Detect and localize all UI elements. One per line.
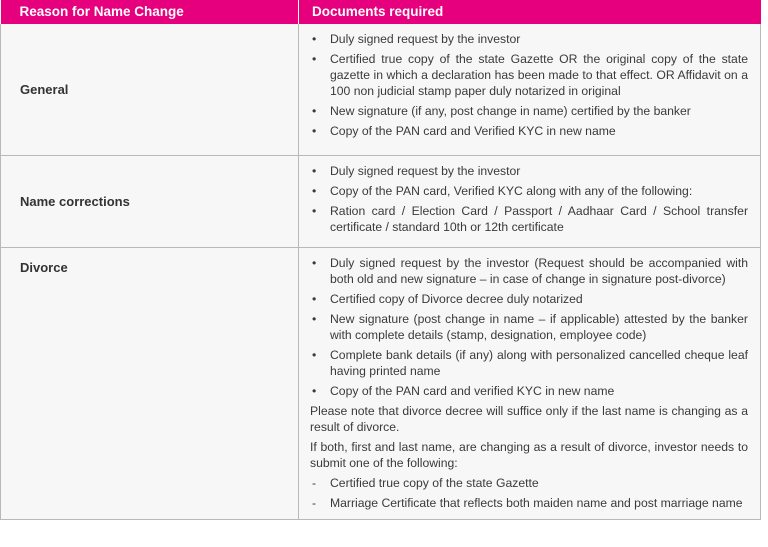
list-item: • Complete bank details (if any) along with personalized cancelled cheque leaf having printed name [312,348,748,378]
list-item: • Duly signed request by the investor (Request should be accompanied with both old and new signature – in case of change in signature post-divorce) [312,256,748,286]
reason-cell: Divorce [1,248,299,520]
list-item: • Duly signed request by the investor [312,164,521,178]
header-documents: Documents required [299,0,761,24]
bullet-icon: • [312,204,317,218]
bullet-icon: • [312,256,317,270]
bullet-icon: • [312,348,317,362]
bullet-icon: • [312,32,317,46]
documents-cell [299,248,761,520]
bullet-icon: • [312,104,317,118]
bullet-icon: • [312,184,317,198]
table-row-name-corrections [1,156,761,248]
documents-cell [299,24,761,156]
list-item: - Certified true copy of the state Gazette [312,476,539,490]
documents-list [310,163,748,235]
bullet-icon: • [312,164,317,178]
divorce-note-both-names: If both, first and last name, are changing as a result of divorce, investor needs to submit one of the following: [310,440,748,470]
table-row-divorce [1,248,761,520]
bullet-icon: • [312,312,317,326]
list-item: • New signature (if any, post change in name) certified by the banker [312,104,691,118]
bullet-icon: • [312,52,317,66]
list-item: • Certified copy of Divorce decree duly notarized [312,292,583,306]
table-header-row [1,0,761,24]
list-item: - Marriage Certificate that reflects both maiden name and post marriage name [312,496,743,510]
header-reason: Reason for Name Change [1,0,299,24]
table-row-general [1,24,761,156]
divorce-note: Please note that divorce decree will suffice only if the last name is changing as a result of divorce. [310,404,748,434]
list-item: • New signature (post change in name – if applicable) attested by the banker with complete details (stamp, designation, employee code) [312,312,748,342]
bullet-icon: • [312,124,317,138]
list-item: • Copy of the PAN card and Verified KYC in new name [312,124,616,138]
documents-list [310,31,748,139]
list-item: • Duly signed request by the investor [312,32,521,46]
reason-cell: Name corrections [1,156,299,248]
dash-icon: - [312,496,317,510]
reason-cell: General [1,24,299,156]
alternative-documents-list [310,475,748,511]
dash-icon: - [312,476,317,490]
documents-cell [299,156,761,248]
documents-list [310,255,748,399]
list-item: • Ration card / Election Card / Passport / Aadhaar Card / School transfer certificate / standard 10th or 12th certificate [312,204,748,234]
list-item: • Certified true copy of the state Gazette OR the original copy of the state gazette in which a declaration has been made to that effect. OR Affidavit on a 100 non judicial stamp paper duly notarized in original [312,52,748,98]
list-item: • Copy of the PAN card, Verified KYC along with any of the following: [312,184,693,198]
bullet-icon: • [312,384,317,398]
bullet-icon: • [312,292,317,306]
list-item: • Copy of the PAN card and verified KYC in new name [312,384,615,398]
